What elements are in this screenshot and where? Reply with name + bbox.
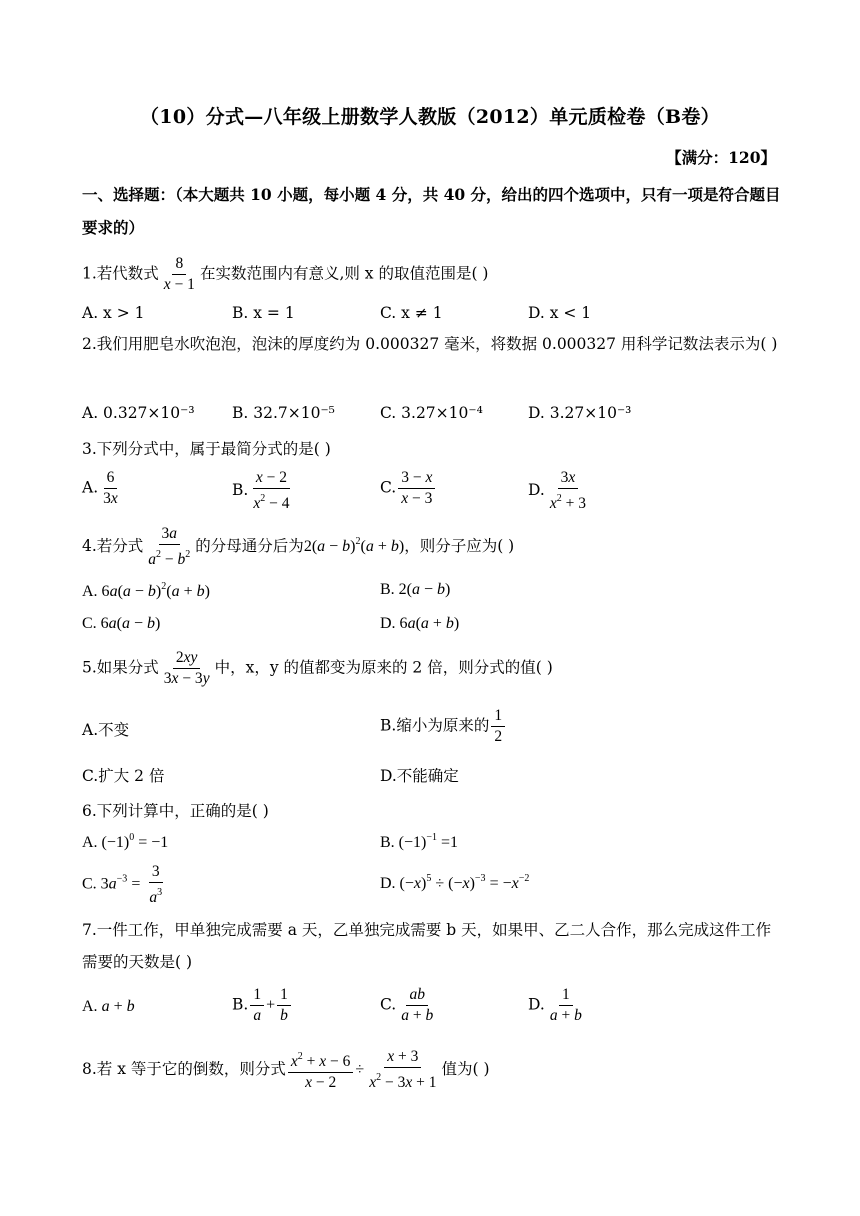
- q6-option-a: A. $(-1)^0 = -1$: [82, 832, 169, 851]
- q5-option-b-text: B.缩小为原来的: [380, 716, 490, 735]
- question-4: 4.若分式 $\frac{3a}{a^2 - b^2}$ 的分母通分后为$2(a - b)^2(a + b)$，则分子应为( ): [82, 525, 515, 568]
- q2-option-d: D. 3.27×10⁻³: [528, 404, 632, 422]
- q1-option-d: D. x < 1: [528, 304, 592, 322]
- question-5: 5.如果分式 $\frac{2xy}{3x - 3y}$ 中，x，y 的值都变为原来的 2 倍，则分式的值( ): [82, 649, 553, 687]
- q3-option-a: A. $\frac{6}{3x}$: [82, 469, 118, 507]
- q5-option-d: D.不能确定: [380, 767, 459, 785]
- q7-option-d: D. $\frac{1}{a + b}$: [528, 986, 582, 1024]
- question-7: 7.一件工作，甲单独完成需要 a 天，乙单独完成需要 b 天，如果甲、乙二人合作，那么完成这件工作需要的天数是( ): [82, 921, 772, 971]
- q3-option-c: C. $\frac{3 - x}{x - 3}$: [380, 469, 437, 508]
- question-8-prefix: 8.若 x 等于它的倒数，则分式: [82, 1060, 286, 1078]
- q5-option-b: B.缩小为原来的 $\frac{1}{2}$: [380, 707, 507, 746]
- q4-option-b: B. 2(a − b): [380, 581, 451, 598]
- q5-option-c: C.扩大 2 倍: [82, 767, 165, 785]
- full-score-label: 【满分：120】: [666, 148, 776, 167]
- q6-option-c: C. $3a^{-3}$ = $\frac{3}{a^3}$: [82, 863, 163, 906]
- question-1-suffix: 在实数范围内有意义,则 x 的取值范围是( ): [199, 264, 489, 283]
- question-1-prefix: 1.若代数式: [82, 264, 159, 283]
- question-6: 6.下列计算中，正确的是( ): [82, 802, 269, 820]
- question-5-suffix: 中，x，y 的值都变为原来的 2 倍，则分式的值( ): [214, 658, 553, 677]
- section-heading: 一、选择题：（本大题共 10 小题，每小题 4 分，共 40 分，给出的四个选项中，只有一项是符合题目要求的）: [82, 185, 781, 237]
- q3-option-b: B. $\frac{x - 2}{x^2 - 4}$: [232, 469, 290, 512]
- question-1: [82, 255, 488, 294]
- q6-option-d: D. $(-x)^5 \div (-x)^{-3} = -x^{-2}$: [380, 873, 530, 892]
- question-3: 3.下列分式中，属于最简分式的是( ): [82, 440, 331, 458]
- question-4-suffix: ，则分子应为( ): [404, 537, 515, 555]
- q3-option-d: D. $\frac{3x}{x^2 + 3}$: [528, 469, 586, 512]
- q1-option-a: A. x > 1: [82, 304, 145, 322]
- q6-option-b: B. $(-1)^{-1} =1$: [380, 832, 459, 851]
- question-4-middle: 的分母通分后为: [195, 537, 304, 555]
- q7-option-c: C. $\frac{ab}{a + b}$: [380, 986, 434, 1024]
- q2-option-c: C. 3.27×10⁻⁴: [380, 404, 483, 422]
- q5-option-a: A.不变: [82, 721, 130, 739]
- q4-option-d: D. 6a(a + b): [380, 615, 460, 632]
- q4-option-c: C. 6a(a − b): [82, 615, 161, 632]
- q2-option-b: B. 32.7×10⁻⁵: [232, 404, 335, 422]
- q2-option-a: A. 0.327×10⁻³: [82, 404, 195, 422]
- page-title: （10）分式—八年级上册数学人教版（2012）单元质检卷（B卷）: [140, 106, 720, 128]
- question-4-prefix: 4.若分式: [82, 537, 144, 555]
- question-8: 8.若 x 等于它的倒数，则分式 $\frac{x^2 + x - 6}{x - 2}$ ÷ $\frac{x + 3}{x^2 - 3x + 1}$ 值为( ): [82, 1048, 490, 1091]
- q4-option-a: A. $6a(a - b)^2(a + b)$: [82, 581, 210, 600]
- question-5-prefix: 5.如果分式: [82, 658, 159, 677]
- q7-option-b: B. $\frac{1}{a}$ + $\frac{1}{b}$: [232, 986, 293, 1025]
- q1-fraction: $\frac{8}{x - 1}$: [163, 255, 195, 293]
- q1-option-c: C. x ≠ 1: [380, 304, 443, 322]
- question-2: 2.我们用肥皂水吹泡泡，泡沫的厚度约为 0.000327 毫米，将数据 0.000327 用科学记数法表示为( ): [82, 335, 778, 353]
- q1-option-b: B. x = 1: [232, 304, 295, 322]
- q7-option-a: A. a + b: [82, 998, 135, 1015]
- question-8-suffix: 值为( ): [441, 1060, 490, 1078]
